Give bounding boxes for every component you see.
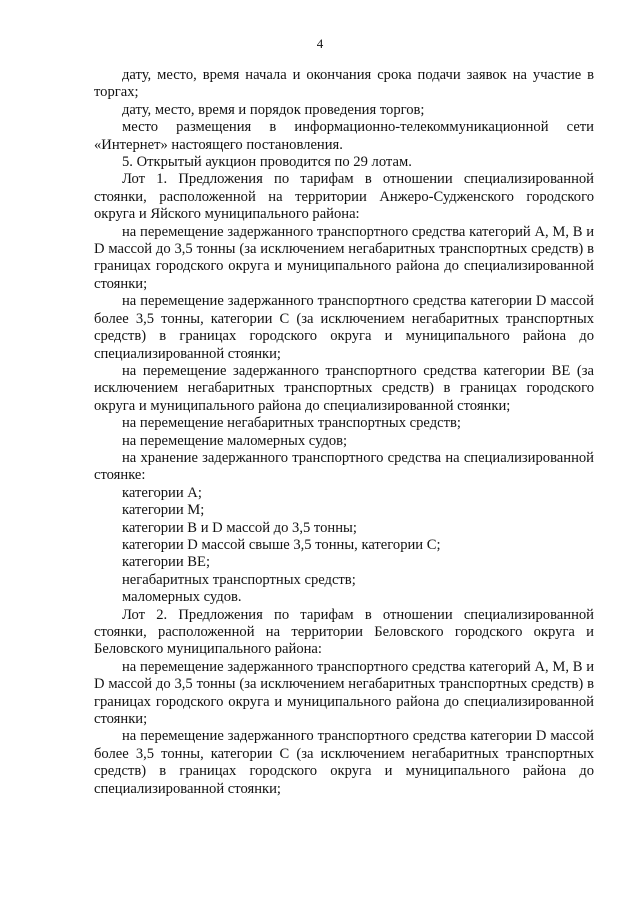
document-body — [94, 67, 594, 798]
page-number: 4 — [316, 36, 324, 51]
list-item: категории B и D массой до 3,5 тонны; — [122, 519, 357, 536]
paragraph: дату, место, время начала и окончания срока подачи заявок на участие в торгах; — [94, 67, 594, 101]
paragraph: дату, место, время и порядок проведения торгов; — [122, 101, 425, 118]
paragraph: 5. Открытый аукцион проводится по 29 лотам. — [122, 154, 412, 171]
list-item: маломерных судов. — [122, 589, 242, 606]
paragraph: на хранение задержанного транспортного средства на специализированной стоянке: — [94, 449, 594, 484]
list-item: категории A; — [122, 484, 202, 501]
paragraph: на перемещение маломерных судов; — [122, 432, 348, 449]
paragraph: на перемещение задержанного транспортного средства категории D массой более 3,5 тонны, категории C (за исключением негабаритных транспортных средств) в границах городского округа и муниципального района до специализированной стоянки; — [94, 293, 594, 362]
list-item: негабаритных транспортных средств; — [122, 571, 356, 588]
paragraph: на перемещение задержанного транспортного средства категорий A, M, B и D массой до 3,5 тонны (за исключением негабаритных транспортных средств) в границах городского округа и муниципального района до специализированной стоянки; — [94, 658, 594, 728]
list-item: категории BE; — [122, 554, 211, 571]
paragraph: место размещения в информационно-телекоммуникационной сети «Интернет» настоящего постановления. — [94, 119, 594, 153]
list-item: категории M; — [122, 502, 205, 519]
paragraph: на перемещение задержанного транспортного средства категории BE (за исключением негабаритных транспортных средств) в границах городского округа и муниципального района до специализированной стоянки; — [94, 362, 594, 414]
paragraph: на перемещение негабаритных транспортных средств; — [122, 415, 461, 432]
list-item: категории D массой свыше 3,5 тонны, категории C; — [122, 536, 441, 553]
lot-heading-paragraph: Лот 1. Предложения по тарифам в отношении специализированной стоянки, расположенной на территории Анжеро-Судженского городского округа и Яйского муниципального района: — [94, 171, 594, 223]
lot-heading-paragraph: Лот 2. Предложения по тарифам в отношении специализированной стоянки, расположенной на территории Беловского городского округа и Беловского муниципального района: — [94, 606, 594, 658]
paragraph: на перемещение задержанного транспортного средства категорий A, M, B и D массой до 3,5 тонны (за исключением негабаритных транспортных средств) в границах городского округа и муниципального района до специализированной стоянки; — [94, 223, 594, 292]
paragraph: на перемещение задержанного транспортного средства категории D массой более 3,5 тонны, категории C (за исключением негабаритных транспортных средств) в границах городского округа и муниципального района до специализированной стоянки; — [94, 728, 594, 797]
